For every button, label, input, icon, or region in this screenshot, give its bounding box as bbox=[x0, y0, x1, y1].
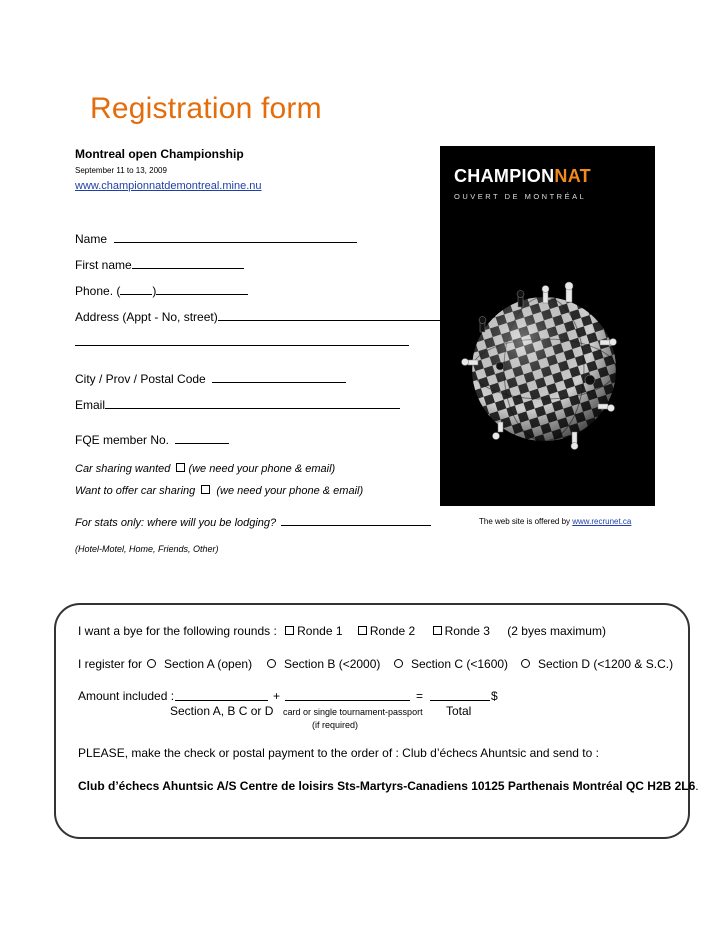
name-line bbox=[114, 232, 357, 243]
section-c-option[interactable] bbox=[394, 657, 508, 671]
section-c-radio[interactable] bbox=[394, 659, 403, 668]
first-name-field[interactable] bbox=[75, 258, 244, 272]
mailing-address-end: . bbox=[695, 779, 699, 793]
phone-label: Phone. ( bbox=[75, 284, 121, 298]
total-amount-field[interactable] bbox=[430, 700, 490, 701]
section-d-radio[interactable] bbox=[521, 659, 530, 668]
car-wanted-checkbox[interactable] bbox=[176, 463, 185, 472]
first-name-line bbox=[132, 258, 244, 269]
amount-label: Amount included : bbox=[78, 689, 175, 703]
city-label: City / Prov / Postal Code bbox=[75, 372, 206, 386]
lodging-question: For stats only: where will you be lodging? bbox=[75, 517, 277, 529]
bye-round-2-label: Ronde 2 bbox=[369, 624, 416, 638]
address-line bbox=[218, 310, 440, 321]
credit-text: The web site is offered by bbox=[479, 517, 571, 526]
plus-sign: + bbox=[273, 689, 281, 703]
section-b-label: Section B (<2000) bbox=[284, 657, 381, 671]
register-label: I register for bbox=[78, 657, 143, 671]
poster-subtitle: OUVERT DE MONTRÉAL bbox=[454, 192, 587, 201]
event-name: Montreal open Championship bbox=[75, 147, 244, 161]
fqe-line bbox=[175, 433, 229, 444]
page-title: Registration form bbox=[90, 92, 322, 125]
car-wanted-label: Car sharing wanted bbox=[75, 463, 171, 475]
bye-round-1-checkbox[interactable] bbox=[285, 626, 294, 635]
lodging-options: (Hotel-Motel, Home, Friends, Other) bbox=[75, 544, 219, 554]
bye-label: I want a bye for the following rounds : bbox=[78, 624, 277, 638]
section-a-radio[interactable] bbox=[147, 659, 156, 668]
credit-link[interactable]: www.recrunet.ca bbox=[572, 517, 632, 526]
address-label: Address (Appt - No, street) bbox=[75, 310, 218, 324]
web-credit bbox=[479, 517, 631, 526]
championship-poster bbox=[440, 146, 655, 506]
section-d-label: Section D (<1200 & S.C.) bbox=[538, 657, 674, 671]
poster-brand-main: CHAMPION bbox=[454, 166, 555, 186]
card-amount-field[interactable] bbox=[285, 700, 410, 701]
event-dates: September 11 to 13, 2009 bbox=[75, 166, 167, 175]
phone-field[interactable] bbox=[75, 284, 248, 298]
event-website-link[interactable]: www.championnatdemontreal.mine.nu bbox=[75, 180, 262, 192]
email-label: Email bbox=[75, 398, 106, 412]
bye-round-3-checkbox[interactable] bbox=[433, 626, 442, 635]
if-required-caption: (if required) bbox=[312, 720, 359, 730]
car-offer-note: (we need your phone & email) bbox=[216, 485, 364, 497]
name-field[interactable] bbox=[75, 232, 357, 246]
section-c-label: Section C (<1600) bbox=[411, 657, 509, 671]
car-wanted-note: (we need your phone & email) bbox=[188, 463, 336, 475]
bye-round-3-label: Ronde 3 bbox=[444, 624, 490, 638]
section-b-option[interactable] bbox=[267, 657, 380, 671]
card-caption: card or single tournament-passport bbox=[283, 707, 423, 717]
bye-round-2-checkbox[interactable] bbox=[358, 626, 367, 635]
city-field[interactable] bbox=[75, 372, 346, 386]
lodging-field[interactable] bbox=[75, 515, 431, 529]
email-field[interactable] bbox=[75, 398, 400, 412]
section-a-option[interactable] bbox=[147, 657, 252, 671]
car-sharing-offer[interactable] bbox=[75, 485, 363, 497]
section-caption: Section A, B C or D bbox=[170, 704, 274, 718]
total-caption: Total bbox=[446, 704, 472, 718]
dollar-sign: $ bbox=[491, 689, 498, 703]
lodging-line bbox=[281, 515, 431, 526]
address-line-2[interactable] bbox=[75, 345, 409, 346]
first-name-label: First name bbox=[75, 258, 132, 272]
equals-sign: = bbox=[416, 689, 424, 703]
chess-globe-illustration bbox=[440, 146, 655, 506]
payable-instructions: PLEASE, make the check or postal payment to the order of : Club d’échecs Ahuntsic and send to : bbox=[78, 746, 599, 760]
phone-close: ) bbox=[152, 284, 157, 298]
city-line bbox=[212, 372, 346, 383]
car-offer-label: Want to offer car sharing bbox=[75, 485, 196, 497]
bye-max-note: (2 byes maximum) bbox=[507, 624, 606, 638]
poster-brand-accent: NAT bbox=[554, 166, 591, 186]
address-field[interactable] bbox=[75, 310, 440, 324]
bye-row bbox=[78, 624, 606, 638]
fqe-label: FQE member No. bbox=[75, 433, 170, 447]
phone-area-line bbox=[120, 284, 152, 295]
car-sharing-wanted[interactable] bbox=[75, 463, 335, 475]
mailing-address bbox=[78, 779, 699, 793]
section-d-option[interactable] bbox=[521, 657, 673, 671]
mailing-address-text: Club d’échecs Ahuntsic A/S Centre de loisirs Sts-Martyrs-Canadiens 10125 Parthenais Montréal QC H2B 2L6 bbox=[78, 779, 696, 793]
name-label: Name bbox=[75, 232, 108, 246]
fqe-field[interactable] bbox=[75, 433, 229, 447]
section-amount-field[interactable] bbox=[175, 700, 268, 701]
phone-number-line bbox=[156, 284, 248, 295]
section-b-radio[interactable] bbox=[267, 659, 276, 668]
car-offer-checkbox[interactable] bbox=[201, 485, 210, 494]
email-line bbox=[105, 398, 400, 409]
section-a-label: Section A (open) bbox=[164, 657, 253, 671]
bye-round-1-label: Ronde 1 bbox=[297, 624, 343, 638]
payment-section bbox=[54, 603, 690, 839]
